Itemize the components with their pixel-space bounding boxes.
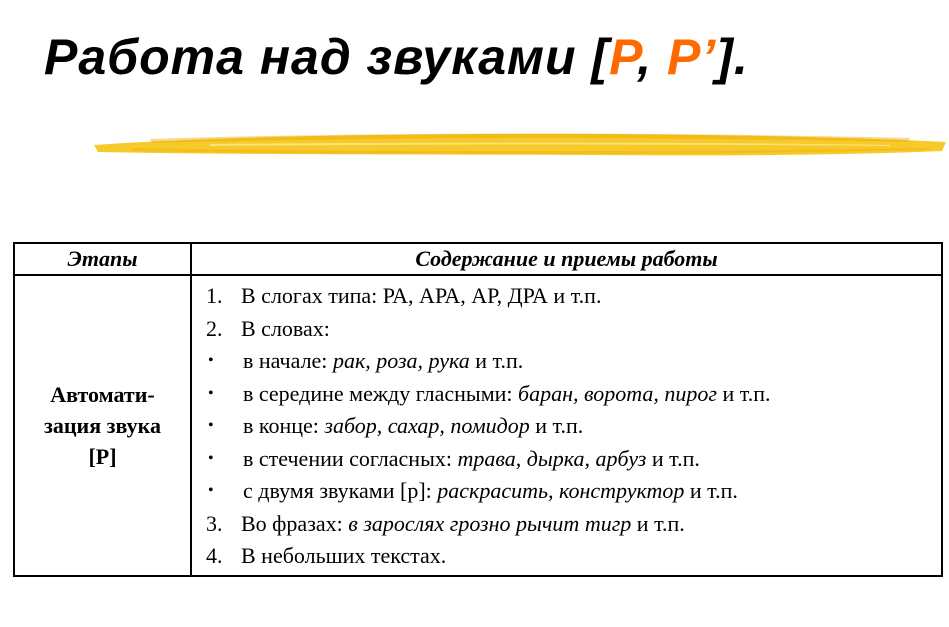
list-item bbox=[206, 378, 935, 411]
stage-label-line3: [Р] bbox=[88, 443, 117, 469]
example-words: трава, дырка, арбуз bbox=[457, 445, 647, 471]
list-number: 1. bbox=[206, 283, 223, 308]
example-words: раскрасить, конструктор bbox=[437, 478, 685, 503]
example-words: забор, сахар, помидор bbox=[324, 413, 530, 438]
page-title bbox=[44, 30, 749, 85]
item-text: В небольших текстах. bbox=[241, 543, 447, 568]
bullet-icon: • bbox=[208, 417, 214, 434]
bullet-icon: • bbox=[208, 449, 214, 467]
item-tail: и т.п. bbox=[469, 348, 524, 373]
list-item-text bbox=[243, 475, 738, 508]
content-cell bbox=[191, 275, 942, 576]
list-number: 4. bbox=[206, 543, 223, 568]
list-item-text bbox=[243, 443, 700, 476]
list-item bbox=[206, 345, 935, 378]
table-row bbox=[14, 275, 942, 576]
example-words: баран, ворота, пирог bbox=[518, 380, 718, 406]
title-prefix: Работа над звуками [ bbox=[44, 29, 610, 85]
list-item-text bbox=[241, 540, 446, 573]
list-item-text bbox=[243, 345, 523, 378]
list-item bbox=[206, 313, 935, 346]
stage-label-line1: Автомати- bbox=[50, 381, 155, 407]
title-sound-r-soft: Р’ bbox=[666, 29, 717, 85]
bullet-icon: • bbox=[208, 482, 214, 499]
list-number: 2. bbox=[206, 315, 223, 341]
column-header-content: Содержание и приемы работы bbox=[191, 243, 942, 275]
list-item-text bbox=[241, 313, 330, 346]
list-number: 3. bbox=[206, 510, 223, 536]
item-text: в стечении согласных: bbox=[243, 445, 458, 471]
list-item-text bbox=[243, 378, 771, 411]
title-separator: , bbox=[637, 29, 667, 85]
list-item-text bbox=[241, 280, 601, 313]
stage-label-line2: зация звука bbox=[44, 412, 161, 438]
item-text: Во фразах: bbox=[241, 510, 349, 536]
item-tail: и т.п. bbox=[529, 413, 584, 438]
item-tail: и т.п. bbox=[646, 445, 700, 471]
table-header-row bbox=[14, 243, 942, 275]
column-header-stages: Этапы bbox=[14, 243, 191, 275]
yellow-highlight-stroke bbox=[90, 125, 949, 165]
item-text: в конце: bbox=[243, 413, 325, 438]
title-sound-r: Р bbox=[609, 29, 638, 85]
list-item-text bbox=[241, 508, 685, 541]
example-words: в зарослях грозно рычит тигр bbox=[348, 510, 632, 536]
list-item bbox=[206, 443, 935, 476]
item-text: с двумя звуками [р]: bbox=[243, 478, 438, 503]
list-item bbox=[206, 540, 935, 573]
list-item bbox=[206, 475, 935, 508]
item-text: В слогах типа: РА, АРА, АР, ДРА и т.п. bbox=[241, 283, 602, 308]
item-tail: и т.п. bbox=[717, 380, 771, 406]
stage-cell bbox=[14, 275, 191, 576]
work-stages-table bbox=[13, 242, 943, 577]
item-text: в начале: bbox=[243, 348, 333, 373]
example-words: рак, роза, рука bbox=[332, 348, 470, 373]
item-text: В словах: bbox=[241, 315, 330, 341]
item-tail: и т.п. bbox=[684, 478, 738, 503]
item-tail: и т.п. bbox=[631, 510, 685, 536]
list-item bbox=[206, 280, 935, 313]
content-list bbox=[206, 280, 935, 573]
list-item bbox=[206, 508, 935, 541]
list-item bbox=[206, 410, 935, 443]
bullet-icon: • bbox=[208, 352, 214, 369]
title-suffix: ]. bbox=[716, 29, 749, 85]
item-text: в середине между гласными: bbox=[243, 380, 519, 406]
bullet-icon: • bbox=[208, 384, 214, 402]
list-item-text bbox=[243, 410, 583, 443]
